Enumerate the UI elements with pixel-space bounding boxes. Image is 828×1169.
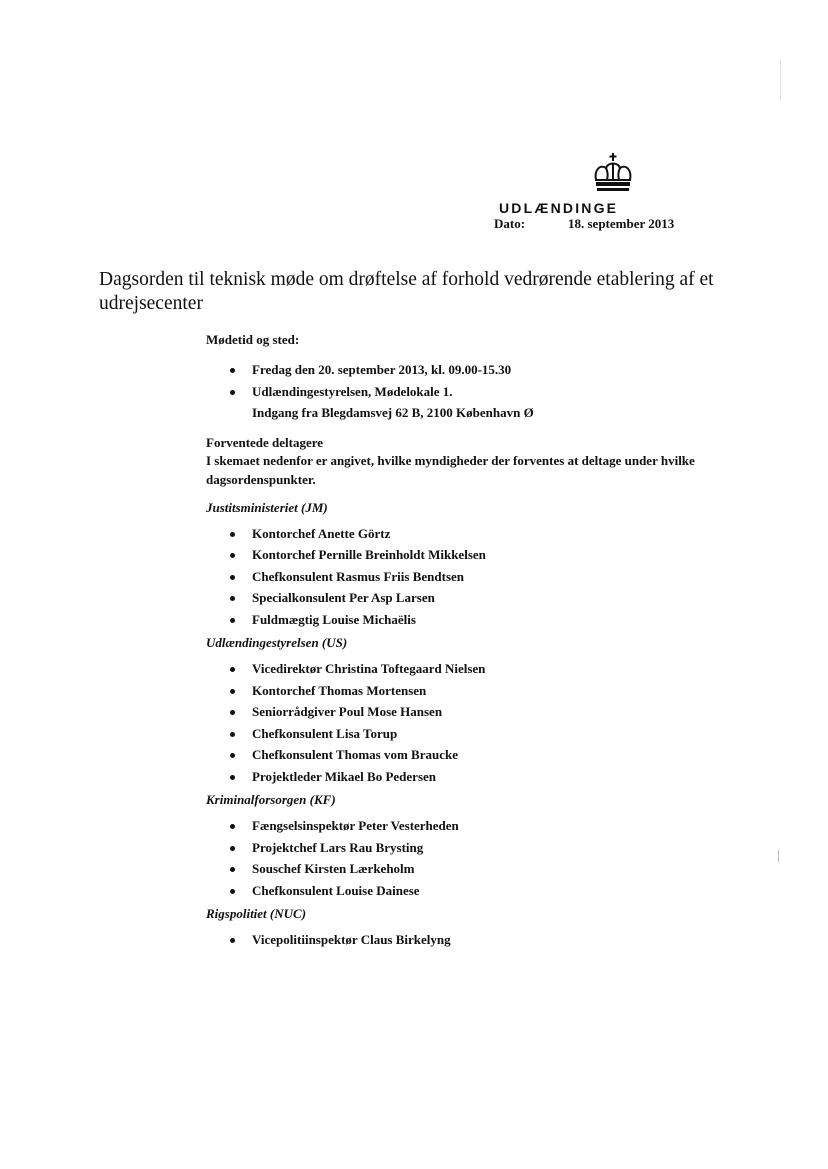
agenda-content bbox=[206, 332, 726, 951]
meeting-place: Udlændingestyrelsen, Mødelokale 1. bbox=[252, 383, 453, 399]
list-item: Chefkonsulent Lisa Torup bbox=[206, 723, 726, 745]
list-item: Vicedirektør Christina Toftegaard Nielsen bbox=[206, 658, 726, 680]
group-list-nuc bbox=[206, 929, 726, 951]
list-item: Kontorchef Anette Görtz bbox=[206, 523, 726, 545]
group-list-jm bbox=[206, 523, 726, 631]
group-list-us bbox=[206, 658, 726, 787]
list-item: Chefkonsulent Rasmus Friis Bendtsen bbox=[206, 566, 726, 588]
scan-mark bbox=[780, 60, 781, 100]
meeting-time: Fredag den 20. september 2013, kl. 09.00-15.30 bbox=[252, 362, 512, 377]
list-item: Vicepolitiinspektør Claus Birkelyng bbox=[206, 929, 726, 951]
date-value: 18. september 2013 bbox=[568, 216, 675, 231]
meeting-heading: Mødetid og sted: bbox=[206, 332, 300, 347]
list-item: Fængselsinspektør Peter Vesterheden bbox=[206, 815, 726, 837]
list-item: Projektchef Lars Rau Brysting bbox=[206, 837, 726, 859]
list-item: Chefkonsulent Thomas vom Braucke bbox=[206, 744, 726, 766]
list-item: Kontorchef Thomas Mortensen bbox=[206, 680, 726, 702]
meeting-list bbox=[206, 359, 726, 424]
list-item: Chefkonsulent Louise Dainese bbox=[206, 880, 726, 902]
list-item: Souschef Kirsten Lærkeholm bbox=[206, 858, 726, 880]
group-heading-kf: Kriminalforsorgen (KF) bbox=[206, 792, 336, 807]
group-heading-us: Udlændingestyrelsen (US) bbox=[206, 635, 348, 650]
participants-heading: Forventede deltagere bbox=[206, 434, 324, 450]
list-item bbox=[206, 359, 726, 381]
crown-logo-icon bbox=[590, 152, 636, 194]
organization-name: UDLÆNDINGE bbox=[499, 200, 619, 216]
list-item: Projektleder Mikael Bo Pedersen bbox=[206, 766, 726, 788]
list-item: Kontorchef Pernille Breinholdt Mikkelsen bbox=[206, 544, 726, 566]
date-row bbox=[494, 216, 674, 232]
list-item bbox=[206, 381, 726, 424]
group-list-kf bbox=[206, 815, 726, 901]
list-item: Seniorrådgiver Poul Mose Hansen bbox=[206, 701, 726, 723]
meeting-address: Indgang fra Blegdamsvej 62 B, 2100 København Ø bbox=[252, 405, 534, 420]
group-heading-jm: Justitsministeriet (JM) bbox=[206, 499, 328, 515]
list-item: Fuldmægtig Louise Michaëlis bbox=[206, 609, 726, 631]
date-label: Dato: bbox=[494, 216, 526, 231]
scan-mark bbox=[778, 850, 779, 862]
page-title: Dagsorden til teknisk møde om drøftelse af forhold vedrørende etablering af et udrejsecenter bbox=[99, 269, 714, 314]
participants-intro: I skemaet nedenfor er angivet, hvilke myndigheder der forventes at deltage under hvilke dagsordenspunkter. bbox=[206, 452, 695, 487]
group-heading-nuc: Rigspolitiet (NUC) bbox=[206, 906, 307, 921]
list-item: Specialkonsulent Per Asp Larsen bbox=[206, 587, 726, 609]
